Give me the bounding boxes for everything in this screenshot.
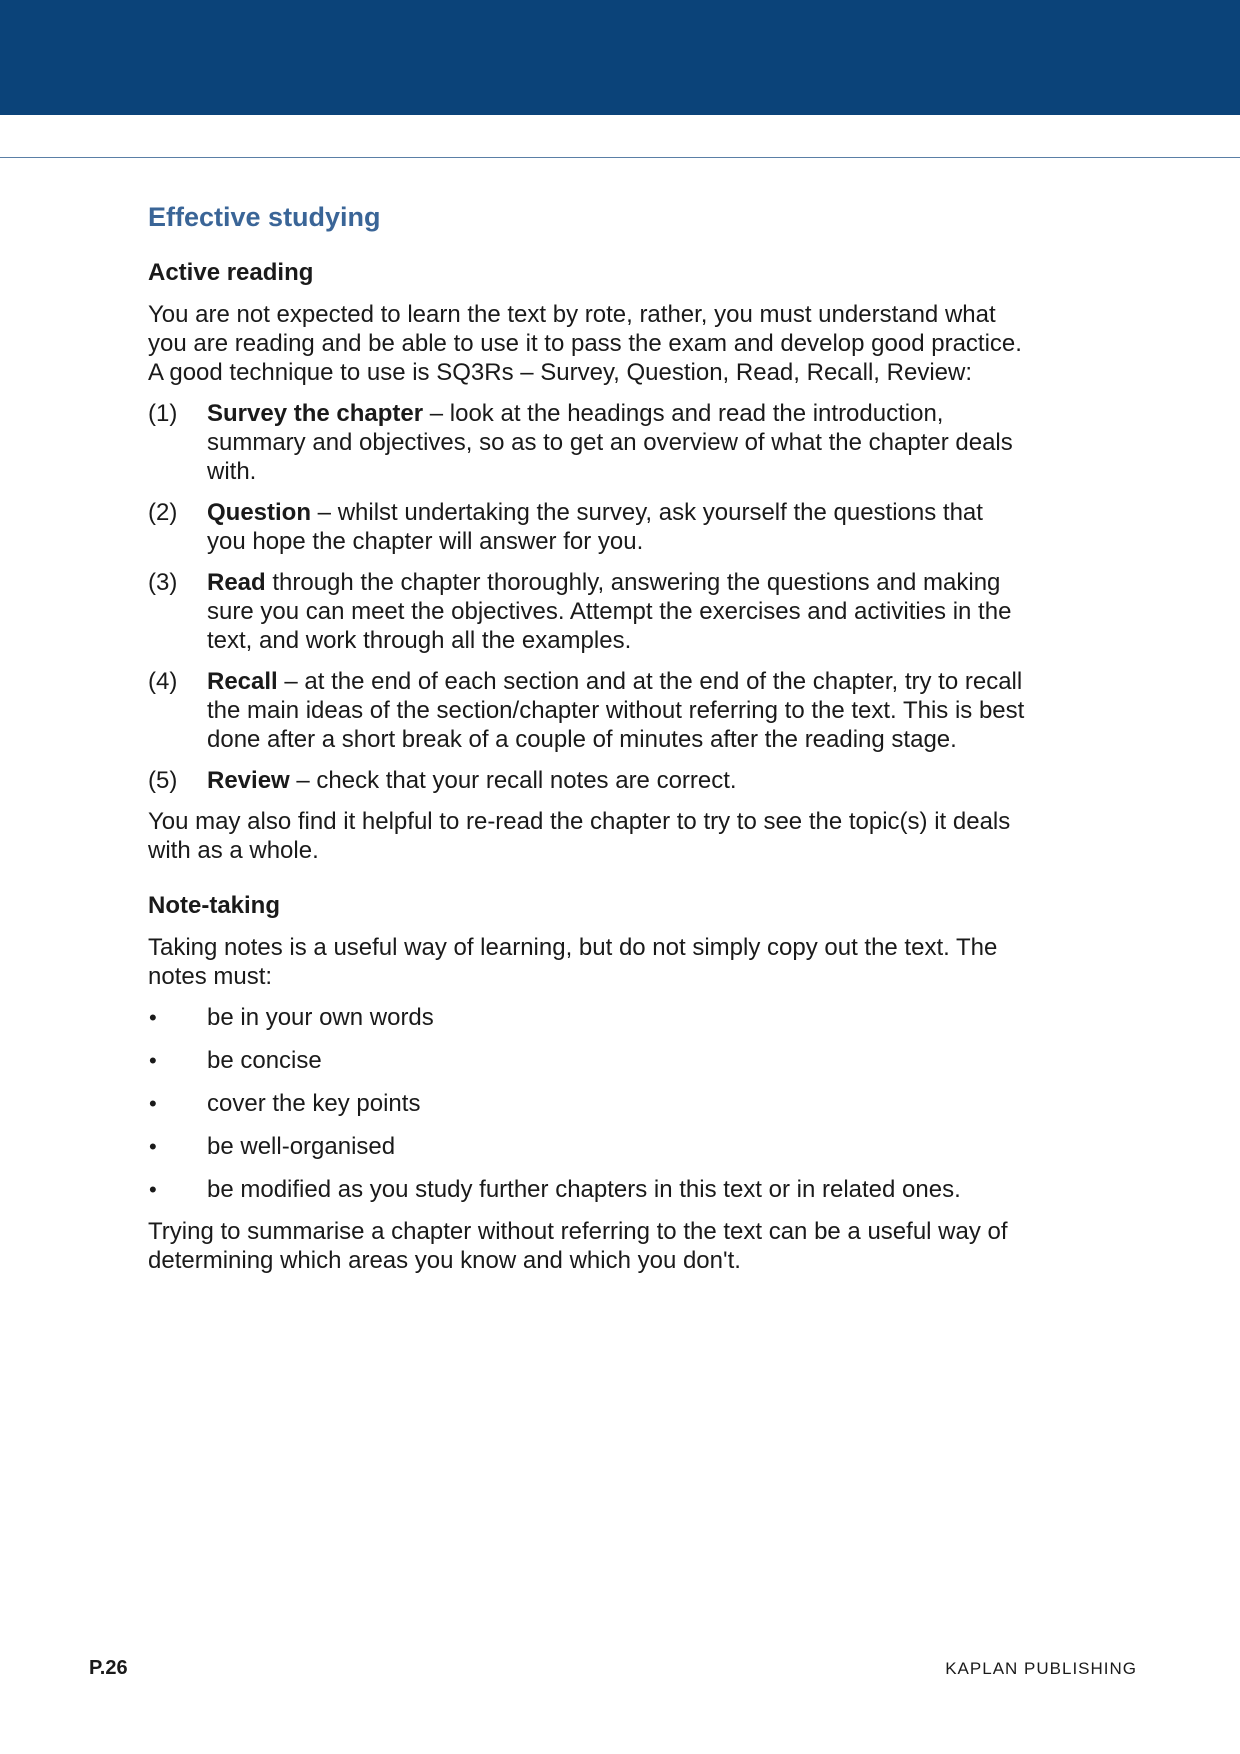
publisher-name: KAPLAN PUBLISHING xyxy=(945,1659,1137,1678)
header-rule xyxy=(0,157,1240,158)
list-item xyxy=(148,1003,1028,1032)
step-term: Read xyxy=(207,569,266,596)
list-item xyxy=(148,1089,1028,1118)
bullet-icon: • xyxy=(149,1005,157,1030)
sq3r-step xyxy=(148,766,1028,795)
bullet-icon: • xyxy=(149,1134,157,1159)
list-item-text: be in your own words xyxy=(207,1004,434,1031)
note-taking-closing: Trying to summarise a chapter without referring to the text can be a useful way of determining which areas you know and which you don't. xyxy=(148,1218,1008,1274)
active-reading-heading: Active reading xyxy=(148,259,314,286)
bullet-icon: • xyxy=(149,1048,157,1073)
bullet-icon: • xyxy=(149,1177,157,1202)
active-reading-intro: You are not expected to learn the text by rote, rather, you must understand what you are reading and be able to use it to pass the exam and develop good practice. A good technique to use is SQ3Rs – Survey, Question, Read, Recall, Review: xyxy=(148,301,1022,386)
sq3r-step xyxy=(148,568,1028,655)
sq3r-step xyxy=(148,667,1028,754)
active-reading-closing: You may also find it helpful to re-read the chapter to try to see the topic(s) it deals with as a whole. xyxy=(148,808,1011,864)
step-text: – look at the headings and read the introduction, summary and objectives, so as to get an overview of what the chapter deals with. xyxy=(207,400,1013,485)
list-item-text: be well-organised xyxy=(207,1133,396,1160)
step-term: Review xyxy=(207,767,290,794)
step-text: – whilst undertaking the survey, ask yourself the questions that you hope the chapter will answer for you. xyxy=(207,499,983,555)
step-term: Recall xyxy=(207,668,278,695)
page-content xyxy=(148,200,1028,1287)
page-number: P.26 xyxy=(89,1657,128,1679)
step-marker: (5) xyxy=(148,767,178,794)
step-marker: (4) xyxy=(148,668,178,695)
step-text: – at the end of each section and at the end of the chapter, try to recall the main ideas of the section/chapter without referring to the text. This is best done after a short break of a couple of minutes after the reading stage. xyxy=(207,668,1025,753)
bullet-icon: • xyxy=(149,1091,157,1116)
section-title: Effective studying xyxy=(148,202,381,232)
sq3r-step xyxy=(148,498,1028,556)
list-item xyxy=(148,1175,1028,1204)
list-item xyxy=(148,1046,1028,1075)
step-term: Question xyxy=(207,499,312,526)
list-item-text: be concise xyxy=(207,1047,322,1074)
step-marker: (2) xyxy=(148,499,178,526)
note-taking-heading: Note-taking xyxy=(148,892,280,919)
sq3r-step xyxy=(148,399,1028,486)
sq3r-steps-list xyxy=(148,399,1028,795)
step-marker: (1) xyxy=(148,400,178,427)
header-banner xyxy=(0,0,1240,115)
list-item-text: cover the key points xyxy=(207,1090,421,1117)
step-marker: (3) xyxy=(148,569,178,596)
step-text: through the chapter thoroughly, answering the questions and making sure you can meet the objectives. Attempt the exercises and activities in the text, and work through all the examples. xyxy=(207,569,1012,654)
list-item xyxy=(148,1132,1028,1161)
list-item-text: be modified as you study further chapters in this text or in related ones. xyxy=(207,1176,961,1203)
step-term: Survey the chapter xyxy=(207,400,424,427)
step-text: – check that your recall notes are correct. xyxy=(289,767,737,794)
note-taking-intro: Taking notes is a useful way of learning, but do not simply copy out the text. The notes must: xyxy=(148,934,998,990)
note-requirements-list xyxy=(148,1003,1028,1204)
